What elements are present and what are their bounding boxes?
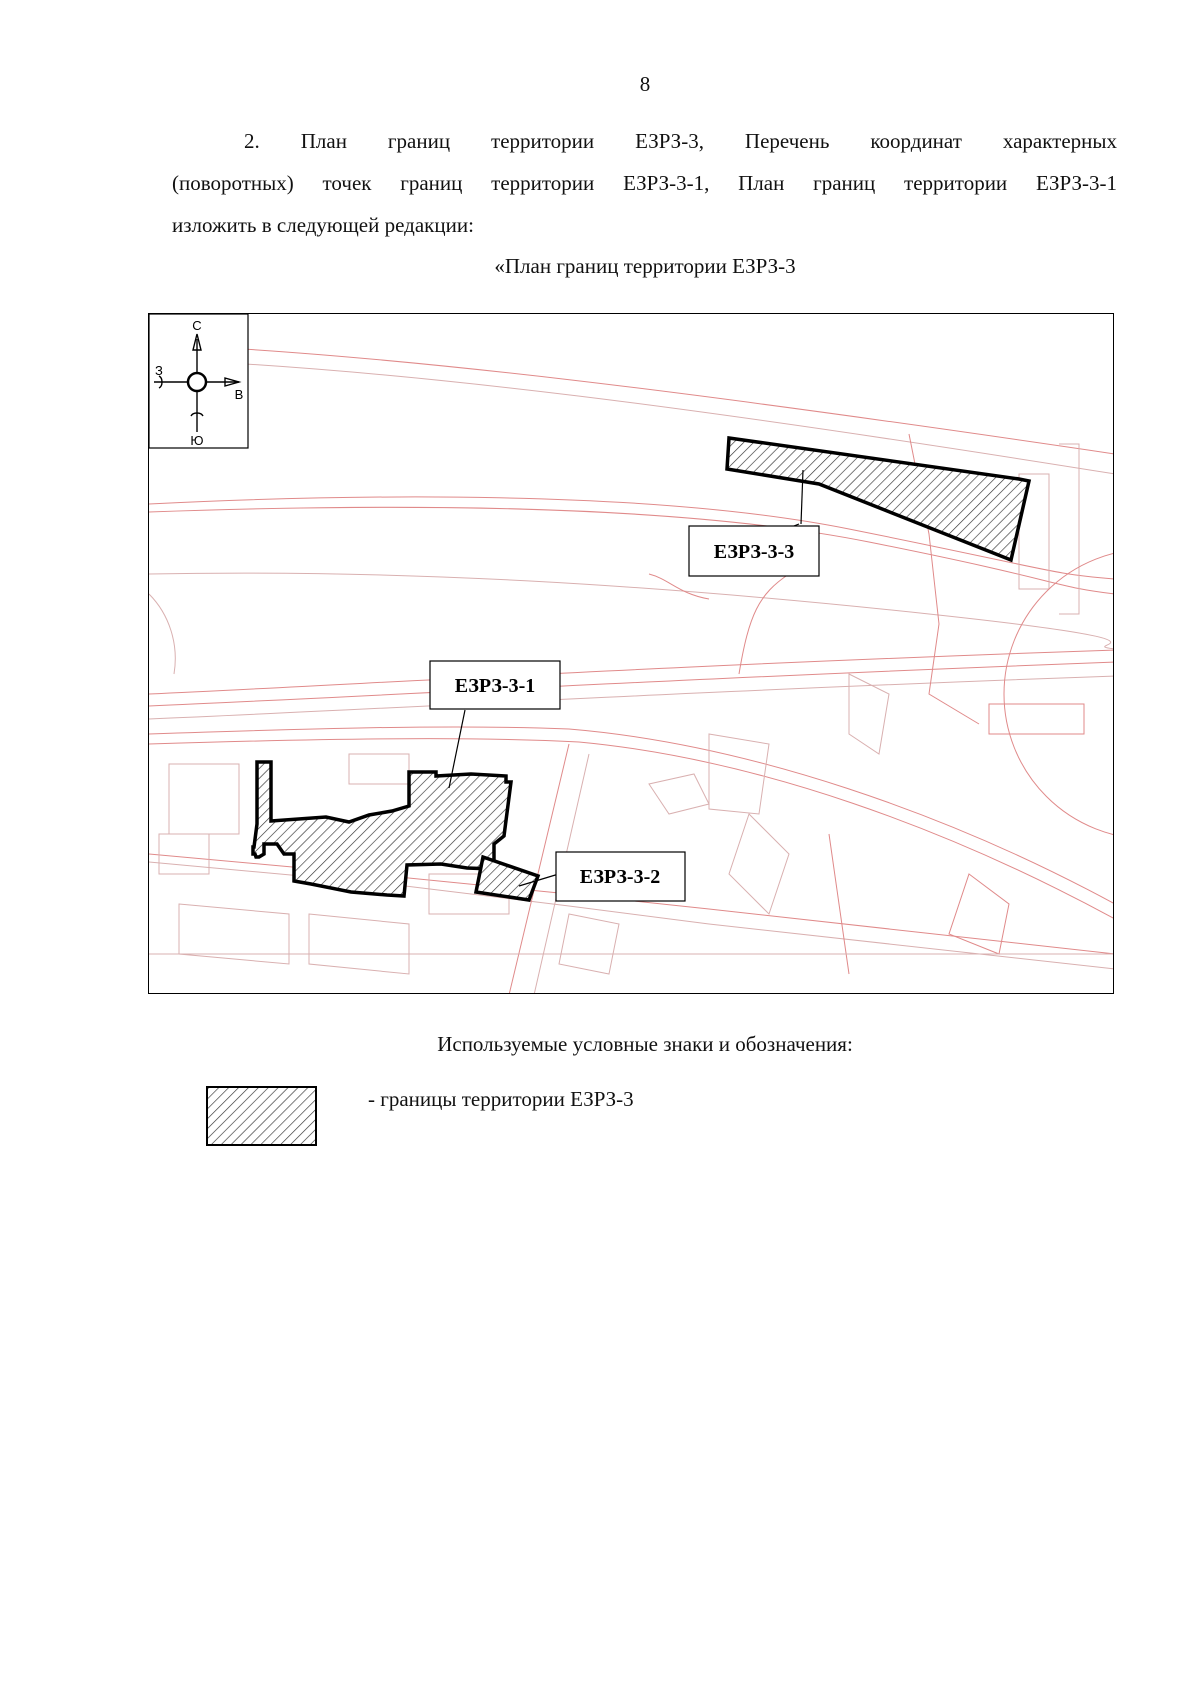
map-canvas (149, 314, 1114, 994)
territory-map (148, 313, 1114, 994)
svg-text:ЕЗРЗ-3-1: ЕЗРЗ-3-1 (454, 675, 536, 697)
plan-title: «План границ территории ЕЗРЗ-3 (494, 254, 796, 278)
zone-ezrz-3-1 (253, 762, 511, 896)
svg-text:В: В (234, 387, 244, 402)
svg-text:С: С (192, 318, 202, 333)
zone-label-ezrz-3-2 (556, 852, 685, 901)
legend-label-zone-boundaries: - границы территории ЕЗРЗ-3 (368, 1087, 634, 1111)
zone-label-ezrz-3-3 (689, 526, 819, 576)
amendment-paragraph (172, 120, 1117, 246)
zone-label-ezrz-3-1 (430, 661, 560, 709)
svg-text:ЕЗРЗ-3-2: ЕЗРЗ-3-2 (579, 866, 661, 888)
svg-text:Ю: Ю (190, 433, 204, 448)
paragraph-line-1: 2. План границ территории ЕЗРЗ-3, Перечень координат характерных (244, 129, 1117, 153)
page-number: 8 (639, 72, 651, 96)
paragraph-line-2: (поворотных) точек границ территории ЕЗРЗ-3-1, План границ территории ЕЗРЗ-3-1 (172, 171, 1117, 195)
legend-heading: Используемые условные знаки и обозначения: (437, 1032, 853, 1056)
svg-text:З: З (155, 363, 163, 378)
svg-text:ЕЗРЗ-3-3: ЕЗРЗ-3-3 (713, 541, 795, 563)
north-arrow-compass (149, 314, 248, 448)
zone-ezrz-3-2 (476, 857, 538, 900)
legend-hatch-swatch (206, 1086, 317, 1146)
paragraph-line-3: изложить в следующей редакции: (172, 213, 474, 237)
